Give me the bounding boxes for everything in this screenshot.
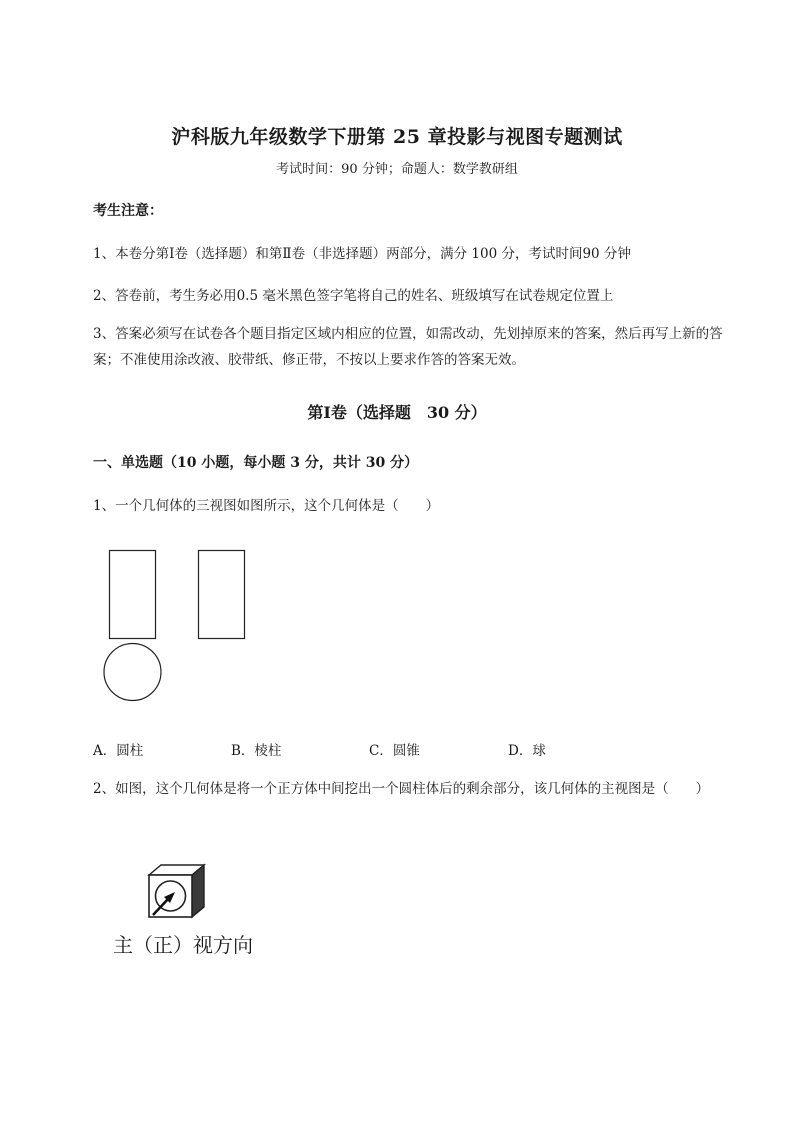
- page-title: 沪科版九年级数学下册第 25 章投影与视图专题测试: [171, 126, 623, 148]
- question-1-stem: 1、一个几何体的三视图如图所示，这个几何体是（ ）: [93, 498, 440, 514]
- part-title: 一、单选题（10 小题，每小题 3 分，共计 30 分）: [93, 455, 419, 471]
- section-title: 第Ⅰ卷（选择题 30 分）: [307, 403, 487, 422]
- question-1-option-b[interactable]: B．棱柱: [231, 743, 282, 759]
- view-direction-label: 主（正）视方向: [113, 933, 253, 957]
- notice-item-2: 2、答卷前，考生务必用0.5 毫米黑色签字笔将自己的姓名、班级填写在试卷规定位置上: [93, 288, 614, 304]
- exam-info: 考试时间：90 分钟；命题人：数学教研组: [276, 162, 518, 177]
- notice-item-1: 1、本卷分第Ⅰ卷（选择题）和第Ⅱ卷（非选择题）两部分，满分 100 分，考试时间90 分钟: [93, 246, 631, 262]
- side-view-rectangle: [199, 551, 245, 639]
- front-view-rectangle: [110, 551, 156, 639]
- question-2-stem: 2、如图，这个几何体是将一个正方体中间挖出一个圆柱体后的剩余部分，该几何体的主视图是（ ）: [93, 781, 710, 797]
- question-1-three-view-figure: [100, 545, 260, 705]
- notice-item-3: 3、答案必须写在试卷各个题目指定区域内相应的位置，如需改动，先划掉原来的答案，然后再写上新的答案；不准使用涂改液、胶带纸、修正带，不按以上要求作答的答案无效。: [93, 326, 723, 368]
- top-view-circle: [104, 644, 161, 701]
- question-1-option-d[interactable]: D．球: [508, 743, 546, 759]
- notice-heading: 考生注意：: [93, 203, 163, 219]
- cube-side-face: [192, 865, 204, 917]
- question-1-option-a[interactable]: A．圆柱: [93, 743, 144, 759]
- question-2-cube-figure: [140, 860, 220, 930]
- question-1-option-c[interactable]: C．圆锥: [369, 743, 420, 759]
